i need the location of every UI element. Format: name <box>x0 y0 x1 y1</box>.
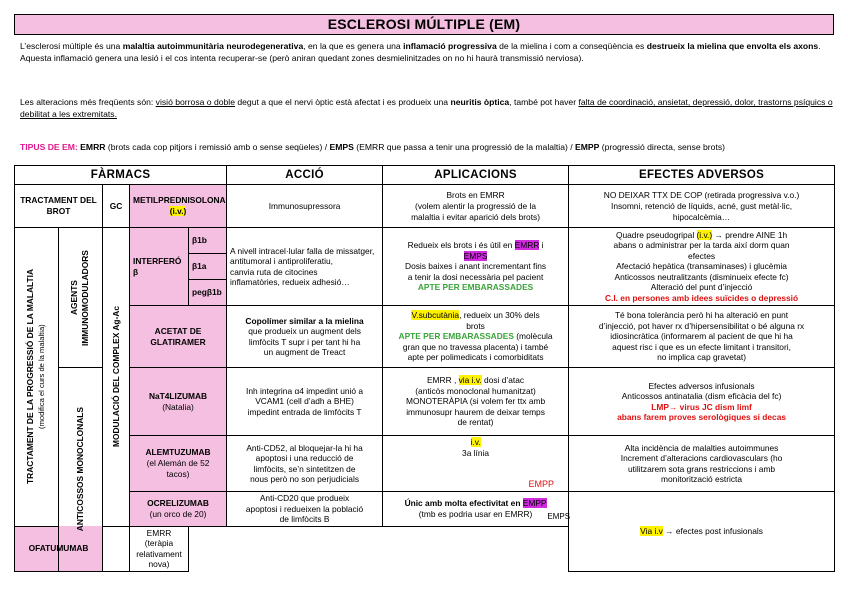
natalizumab-aplicacions <box>383 368 569 436</box>
empp-highlight: EMPP <box>522 498 547 509</box>
drug-ocrelizumab <box>130 492 227 527</box>
apl-text: , redueix un 30% dels <box>459 310 540 321</box>
emps-highlight: EMPS <box>463 250 488 261</box>
pregnancy-safe-label: APTE PER EMBARASSADES <box>398 331 514 342</box>
text-segment: malaltia autoimmunitària neurodegenerativa <box>122 41 304 51</box>
ocrelizumab-aplicacions <box>383 479 571 527</box>
drug-mnemonic: (un orco de 20) <box>149 508 207 519</box>
side-complex-label <box>103 228 130 527</box>
natalizumab-efectes <box>569 368 835 436</box>
warning-text: LMP→ virus JC dism limf <box>651 401 752 412</box>
text-line: apoptosi i una reducció de <box>255 453 354 463</box>
text-segment: inflamació progressiva <box>403 41 497 51</box>
text-line: Anti-CD52, al bloquejar-la hi ha <box>246 442 363 453</box>
text-line: limfòcits, se’n sintetitzen de <box>253 463 356 474</box>
text-segment: falta de coordinació, ansietat, depressió, dolor, trastorns psíquics o debilitat a les extremitats. <box>20 97 833 119</box>
text-line: un augment de Treact <box>263 347 346 357</box>
text-line: Anticossos antinatalia (dism eficàcia del fc) <box>621 391 782 401</box>
text-line: no implica cap gravetat) <box>657 352 746 363</box>
text-line: (el Alemán de 52 <box>146 458 210 468</box>
drug-name: OCRELIZUMAB <box>147 497 209 508</box>
text-segment: . Aquesta inflamació genera una lesió i el cos intenta recuperar-se (però aniran quedant zones desmielinitzades on no hi haurà transmissió nerviosa). <box>20 41 821 63</box>
apl-text: dosi d’atac <box>481 375 525 386</box>
header-farmacs: FÀRMACS <box>15 166 227 185</box>
page-title: ESCLEROSI MÚLTIPLE (EM) <box>14 14 834 35</box>
route-badge: Via i.v <box>640 526 663 536</box>
drug-ofatumumab: OFATUMUMAB <box>15 526 103 571</box>
side-main-label <box>15 228 59 527</box>
ocrelizumab-accio <box>227 492 383 527</box>
brot-accio: Immunosupressora <box>227 185 383 228</box>
text-line: efectes <box>688 250 716 261</box>
drug-mnemonic: (Natalia) <box>162 401 194 412</box>
text-segment: EMPS <box>329 142 354 152</box>
document-sheet <box>14 14 834 569</box>
drug-mnemonic <box>147 458 210 479</box>
text-line: GLATIRAMER <box>150 336 206 347</box>
text-line: (anticòs monoclonal humanitzat) <box>415 385 536 396</box>
brot-efectes <box>569 185 835 228</box>
header-efectes: EFECTES ADVERSOS <box>569 166 835 185</box>
text-segment: Les alteracions més freqüents són: <box>20 97 156 107</box>
drug-glatiramer <box>130 306 227 368</box>
text-line: Alteració del punt d’injecció <box>650 282 753 293</box>
text-segment: degut a que el nervi òptic està afectat i es produeix una <box>234 97 451 107</box>
warning-text: abans farem proves serològiques si decas <box>617 412 787 422</box>
text-line: (volem alentir la progressió de la <box>415 200 537 211</box>
text-line: que produeix un augment dels <box>248 326 361 336</box>
text-line: ACETAT DE <box>154 325 202 336</box>
text-line: MONOTERÀPIA (si volem fer ttx amb <box>405 396 546 407</box>
interferon-efectes <box>569 228 835 306</box>
drug-interferon <box>130 228 189 306</box>
text-segment: visió borrosa o doble <box>155 97 235 107</box>
text-line: idiosincràtica (informarem al pacient de que hi ha <box>610 331 793 342</box>
text-line: A nivell intracel·lular falla de missatger, <box>230 245 375 256</box>
emrr-highlight: EMRR <box>514 240 540 251</box>
text-line: Anticossos neutralitzants (disminueix efecte fc) <box>614 271 789 282</box>
interferon-sub-b1b: β1b <box>189 228 227 254</box>
apl-lines <box>403 342 548 363</box>
glatiramer-accio <box>227 306 383 368</box>
ef-text: Quadre pseudogripal <box>615 229 697 240</box>
apl-text: brots <box>466 320 485 331</box>
drug-alemtuzumab <box>130 436 227 492</box>
route-badge: i.v. <box>470 437 481 447</box>
text-segment: (EMRR que passa a tenir una progressió de la malaltia) / <box>353 142 576 152</box>
text-line: malaltia i evitar aparició dels brots) <box>411 211 541 222</box>
gc-label: GC <box>103 185 130 228</box>
brot-aplicacions <box>383 185 569 228</box>
side-main-title: TRACTAMENT DE LA PROGRESSIÓ DE LA MALALTIA <box>25 269 35 485</box>
text-line: apoptosi i redueixen la població <box>245 503 364 514</box>
text-line: hipocalcèmia… <box>672 211 731 222</box>
header-accio: ACCIÓ <box>227 166 383 185</box>
text-line: limfòcits T supr i per tant hi ha <box>248 336 361 347</box>
text-line: Anti-CD20 que produeix <box>259 493 350 503</box>
immuno-text: AGENTS IMMUNOMODULADORS <box>68 249 90 346</box>
text-segment: (progressió directa, sense brots) <box>599 142 725 152</box>
apl-text: EMRR , <box>426 375 459 386</box>
intro-paragraph-3 <box>14 141 846 153</box>
ef-text: → efectes post infusionals <box>662 526 763 536</box>
drug-name: METILPREDNISOLONA <box>133 195 226 205</box>
text-line: monitorització estricta <box>661 474 743 484</box>
text-segment: TIPUS DE EM: <box>20 142 81 152</box>
ef-lines <box>622 381 782 402</box>
text-line: Insomni, retenció de líquids, acné, gust metàl·lic, <box>611 200 793 211</box>
text-line: de limfòcits B <box>279 514 330 524</box>
complex-text: MODULACIÓ DEL COMPLEX Ag-Ac <box>110 306 121 448</box>
text-line: nous però no son perjudicials <box>250 474 360 484</box>
text-line: a tenir la dosi necessària pel pacient <box>407 271 544 282</box>
text-segment: , també pot haver <box>509 97 579 107</box>
header-aplicacions: APLICACIONS <box>383 166 569 185</box>
text-line: aquest risc i que es un efecte limitant i transitori, <box>612 341 791 352</box>
interferon-accio <box>227 228 383 306</box>
ofatumumab-aplicacions: EMRR (teràpia relativament nova) <box>130 526 189 571</box>
interferon-aplicacions <box>383 228 569 306</box>
text-segment: EMPP <box>575 142 600 152</box>
text-line: inflamatòries, redueix adhesió… <box>230 277 350 287</box>
interferon-sub-b1a: β1a <box>189 254 227 280</box>
text-line: antitumoral i antiproliferatiu, <box>230 256 333 266</box>
text-line: de rentat) <box>457 417 494 428</box>
beta-symbol: β <box>133 266 139 277</box>
side-main-subtitle: (modifica el curs de la malaltia) <box>37 324 46 430</box>
intro-paragraph-2 <box>14 96 846 120</box>
contraindication-text: C.I. en persones amb idees suïcides o depressió <box>604 292 799 303</box>
apl-text: Redueix els brots i és útil en <box>407 240 515 251</box>
text-line: d’injecció, pot haver rx d’hipersensibilitat o bé alguna rx <box>598 320 805 331</box>
text-line: gran que no travessa placenta) i també <box>402 341 549 352</box>
drug-name: NaT4LIZUMAB <box>148 390 208 401</box>
apl-lines <box>406 386 545 428</box>
text-segment: EMRR <box>80 142 106 152</box>
intro-paragraph-1 <box>14 40 846 64</box>
text-line: tacos) <box>166 469 190 479</box>
handwritten-annotation-emps: EMPS <box>547 512 571 521</box>
text-line: Inh integrina α4 impedint unió a <box>246 385 364 396</box>
text-line: Increment d’alteracions cardiovasculars (ho <box>620 453 783 463</box>
ef-text: → prendre AINE 1h <box>712 229 788 240</box>
text-segment: (brots cada cop pitjors i remissió amb o sense seqüeles) / <box>105 142 330 152</box>
route-badge: (i.v.) <box>169 206 187 216</box>
drug-name: INTERFERÓ <box>133 255 182 266</box>
drug-natalizumab <box>130 368 227 436</box>
natalizumab-accio <box>227 368 383 436</box>
mono-text: ANTICOSSOS MONOCLONALS <box>75 407 85 532</box>
accio-lines <box>248 326 361 357</box>
ofatumumab-accio <box>103 526 130 571</box>
handwritten-annotation-empp: EMPP <box>528 479 555 489</box>
text-segment: L’esclerosi múltiple és una <box>20 41 123 51</box>
text-line: canvia ruta de citocines <box>230 266 318 277</box>
apl-text: (tmb es podria usar en EMRR) <box>418 508 533 519</box>
interferon-sub-pegb1b: pegβ1b <box>189 280 227 306</box>
text-segment: neuritis òptica <box>450 97 510 107</box>
pregnancy-safe-label: APTE PER EMBARASSADES <box>417 282 534 293</box>
text-segment: destrueix la mielina que envolta els axons <box>646 41 819 51</box>
text-line: abans o administrar per la tarda així dorm quan <box>613 240 790 251</box>
route-badge: V.subcutània <box>411 310 460 321</box>
apl-lines <box>405 261 546 282</box>
accio-bold: Copolímer similar a la mielina <box>245 315 364 326</box>
text-line: VCAM1 (cell d’adh a BHE) <box>255 396 354 407</box>
text-line: NO DEIXAR TTX DE COP (retirada progressiva v.o.) <box>603 189 800 200</box>
text-line: immunosupr haurem de deixar temps <box>406 406 545 417</box>
text-line: Té bona tolerància però hi ha alteració en punt <box>614 310 789 321</box>
route-badge: (i.v.) <box>696 229 713 240</box>
drug-name: ALEMTUZUMAB <box>145 447 211 457</box>
text-segment: , en la que es genera una <box>303 41 404 51</box>
drug-table <box>14 165 835 572</box>
text-line: Brots en EMRR <box>446 189 505 200</box>
alemtuzumab-efectes <box>569 436 835 492</box>
text-line: apte per polimedicats i comorbiditats <box>407 352 544 363</box>
text-line: Efectes adversos infusionals <box>648 380 755 391</box>
text-line: Afectació hepàtica (transaminases) i glucèmia <box>616 261 787 272</box>
side-immuno-label <box>59 228 103 368</box>
brot-label: TRACTAMENT DEL BROT <box>15 185 103 228</box>
text-line: Dosis baixes i anant incrementant fins <box>405 261 547 272</box>
route-badge: via i.v. <box>458 375 482 386</box>
text-line: utilitzarem sota grans restriccions i amb <box>628 463 776 474</box>
glatiramer-aplicacions <box>383 306 569 368</box>
glatiramer-efectes <box>569 306 835 368</box>
text-line: impedint entrada de limfòcits T <box>247 406 362 417</box>
text-segment: de la mielina i com a conseqüència es <box>496 41 647 51</box>
text-line: Alta incidència de malalties autoimmunes <box>624 442 779 453</box>
drug-metilprednisolona <box>130 185 227 228</box>
ocrelizumab-efectes <box>569 492 835 572</box>
ef-lines <box>614 240 790 292</box>
apl-text: (molècula <box>513 331 553 342</box>
alemtuzumab-accio <box>227 436 383 492</box>
apl-text: Únic amb molta efectivitat en <box>404 498 523 509</box>
apl-text: i <box>539 240 544 251</box>
apl-text: 3a línia <box>462 447 490 458</box>
